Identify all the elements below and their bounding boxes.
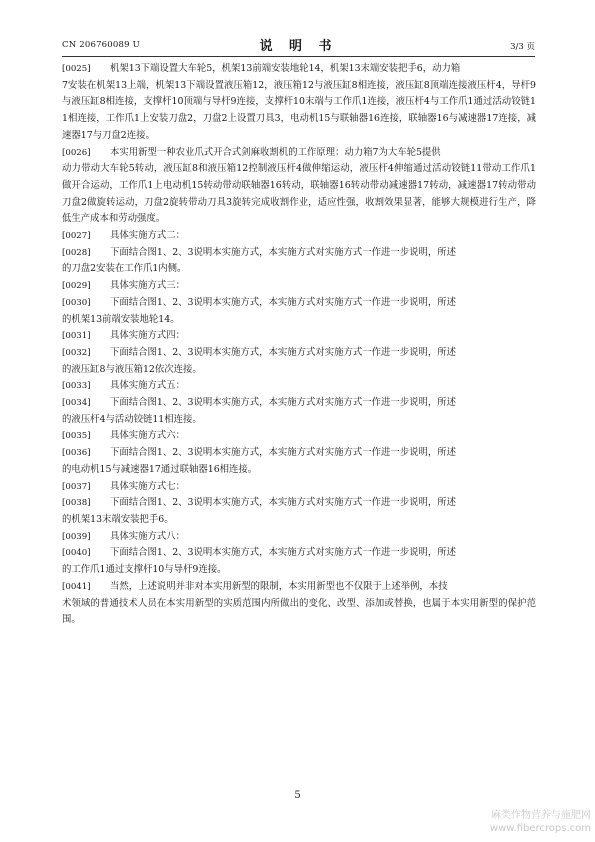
paragraph-first-line: 具体实施方式三： (110, 280, 186, 292)
paragraph-number: [0031] (62, 331, 91, 342)
paragraph (62, 395, 536, 428)
paragraph (62, 145, 536, 229)
paragraph-continuation: 的液压缸8与液压箱12依次连接。 (62, 363, 202, 375)
paragraph (62, 479, 536, 496)
document-title: 说 明 书 (259, 39, 338, 54)
paragraph-continuation: 7安装在机架13上端，机架13下端设置液压箱12，液压箱12与液压缸8相连接，液压缸8顶端连接液压杆4，导杆9与液压缸8相连接，支撑杆10顶端与导杆9连接，支撑杆10末端与工作爪1连接，液压杆4与工作爪1通过活动铰链11相连接，工作爪1上安装刀盘2，刀盘2上设置刀具3，电动机15与联轴器16连接，联轴器16与减速器17连接，减速器17与刀盘2连接。 (62, 79, 536, 141)
paragraph-continuation: 动力带动大车轮5转动，液压缸8和液压箱12控制液压杆4做伸缩运动，液压杆4伸缩通过活动铰链11带动工作爪1做开合运动，工作爪1上电动机15转动带动联轴器16转动，联轴器16转动带动减速器17转动，减速器17转动带动刀盘2做旋转运动，刀盘2旋转带动刀具3旋转完成收割作业，适应性强，收割效果显著，能够大规模进行生产，降低生产成本和劳动强度。 (62, 163, 536, 225)
paragraph-continuation: 的机架13前端安装地轮14。 (62, 313, 180, 325)
paragraph-first-line: 下面结合图1、2、3说明本实施方式，本实施方式对实施方式一作进一步说明，所述 (110, 447, 457, 459)
paragraph-continuation: 的刀盘2安装在工作爪1内侧。 (62, 263, 187, 275)
paragraph-continuation: 的机架13末端安装把手6。 (62, 513, 174, 525)
header-divider (62, 56, 535, 57)
paragraph (62, 529, 536, 546)
paragraph (62, 245, 536, 278)
paragraph-continuation: 的电动机15与减速器17通过联轴器16相连接。 (62, 463, 258, 475)
site-watermark (490, 809, 591, 835)
paragraph (62, 579, 536, 629)
page-indicator: 3/3 页 (510, 42, 535, 52)
paragraph-continuation: 的工作爪1通过支撑杆10与导杆9连接。 (62, 564, 227, 576)
paragraph (62, 495, 536, 528)
paragraph-first-line: 机架13下端设置大车轮5，机架13前端安装地轮14，机架13末端安装把手6，动力箱 (110, 63, 461, 74)
paragraph-number: [0029] (62, 281, 91, 292)
paragraph-number: [0038] (62, 498, 91, 509)
paragraph-first-line: 下面结合图1、2、3说明本实施方式，本实施方式对实施方式一作进一步说明，所述 (110, 296, 457, 308)
paragraph-number: [0030] (62, 297, 91, 308)
document-body (62, 61, 536, 629)
paragraph-continuation: 术领域的普通技术人员在本实用新型的实质范围内所做出的变化、改型、添加或替换，也属于本实用新型的保护范围。 (62, 597, 536, 626)
paragraph-number: [0026] (62, 147, 91, 158)
paragraph (62, 295, 536, 328)
paragraph-first-line: 具体实施方式五： (110, 380, 186, 392)
paragraph-first-line: 下面结合图1、2、3说明本实施方式，本实施方式对实施方式一作进一步说明，所述 (110, 346, 457, 358)
paragraph-first-line: 下面结合图1、2、3说明本实施方式，本实施方式对实施方式一作进一步说明，所述 (110, 547, 457, 559)
patent-number: CN 206760089 U (62, 40, 140, 50)
paragraph-number: [0034] (62, 398, 91, 409)
paragraph-number: [0028] (62, 247, 91, 258)
paragraph-first-line: 具体实施方式六： (110, 430, 186, 442)
paragraph-continuation: 的液压杆4与活动铰链11相连接。 (62, 413, 202, 425)
paragraph (62, 445, 536, 478)
watermark-site-name: 麻类作物营养与施肥网 (491, 810, 591, 821)
paragraph (62, 378, 536, 395)
paragraph (62, 228, 536, 245)
paragraph-number: [0035] (62, 431, 91, 442)
paragraph (62, 61, 536, 145)
paragraph-number: [0040] (62, 548, 91, 559)
paragraph-number: [0032] (62, 347, 91, 358)
paragraph-first-line: 具体实施方式八： (110, 530, 186, 542)
paragraph-first-line: 下面结合图1、2、3说明本实施方式，本实施方式对实施方式一作进一步说明，所述 (110, 397, 457, 409)
paragraph-number: [0039] (62, 531, 91, 542)
watermark-url: www.fibercrops.com (489, 823, 591, 834)
paragraph (62, 278, 536, 295)
paragraph-number: [0033] (62, 381, 91, 392)
paragraph (62, 328, 536, 345)
paragraph-first-line: 下面结合图1、2、3说明本实施方式，本实施方式对实施方式一作进一步说明，所述 (110, 246, 457, 258)
paragraph-first-line: 本实用新型一种农业爪式开合式剑麻收割机的工作原理：动力箱7为大车轮5提供 (110, 146, 441, 158)
paragraph-first-line: 当然，上述说明并非对本实用新型的限制，本实用新型也不仅限于上述举例，本技 (110, 580, 448, 592)
page-number: 5 (294, 790, 301, 801)
paragraph-number: [0036] (62, 448, 91, 459)
paragraph-first-line: 具体实施方式七： (110, 480, 186, 492)
paragraph-number: [0027] (62, 231, 91, 242)
paragraph (62, 345, 536, 378)
paragraph-number: [0037] (62, 481, 91, 492)
paragraph-first-line: 具体实施方式四： (110, 330, 186, 342)
paragraph-number: [0025] (62, 64, 91, 74)
paragraph-first-line: 下面结合图1、2、3说明本实施方式，本实施方式对实施方式一作进一步说明，所述 (110, 497, 457, 509)
page-header (62, 34, 535, 54)
paragraph-number: [0041] (62, 581, 91, 592)
paragraph (62, 545, 536, 578)
paragraph (62, 428, 536, 445)
paragraph-first-line: 具体实施方式二： (110, 230, 186, 242)
